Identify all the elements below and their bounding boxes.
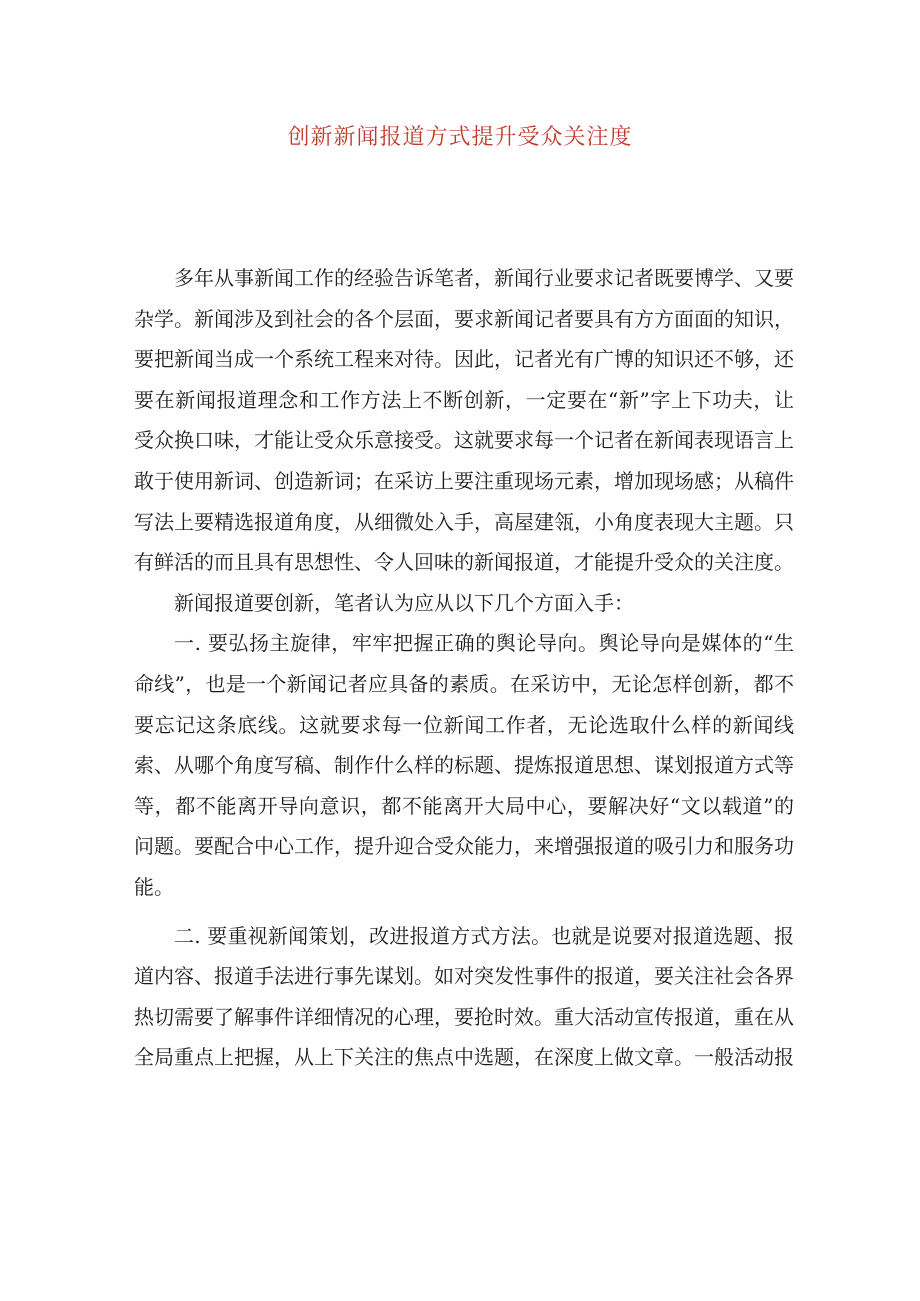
document-title: 创新新闻报道方式提升受众关注度 xyxy=(287,125,633,150)
paragraph-intro: 多年从事新闻工作的经验告诉笔者，新闻行业要求记者既要博学、又要杂学。新闻涉及到社会的各个层面，要求新闻记者要具有方方面面的知识，要把新闻当成一个系统工程来对待。因此，记者光有广博的知识还不够，还要在新闻报道理念和工作方法上不断创新，一定要在“新”字上下功夫，让受众换口味，才能让受众乐意接受。这就要求每一个记者在新闻表现语言上敢于使用新词、创造新词；在采访上要注重现场元素，增加现场感；从稿件写法上要精选报道角度，从细微处入手，高屋建瓴，小角度表现大主题。只有鲜活的而且具有思想性、令人回味的新闻报道，才能提升受众的关注度。 xyxy=(134,266,794,575)
paragraph-lead: 新闻报道要创新，笔者认为应从以下几个方面入手： xyxy=(174,590,634,615)
document-body xyxy=(134,258,794,1078)
paragraph-point-one: 一. 要弘扬主旋律，牢牢把握正确的舆论导向。舆论导向是媒体的“生命线”，也是一个新闻记者应具备的素质。在采访中，无论怎样创新，都不要忘记这条底线。这就要求每一位新闻工作者，无论选取什么样的新闻线索、从哪个角度写稿、制作什么样的标题、提炼报道思想、谋划报道方式等等，都不能离开导向意识，都不能离开大局中心，要解决好“文以载道”的问题。要配合中心工作，提升迎合受众能力，来增强报道的吸引力和服务功能。 xyxy=(134,631,794,899)
paragraph-point-two: 二. 要重视新闻策划，改进报道方式方法。也就是说要对报道选题、报道内容、报道手法进行事先谋划。如对突发性事件的报道，要关注社会各界热切需要了解事件详细情况的心理，要抢时效。重大活动宣传报道，重在从全局重点上把握，从上下关注的焦点中选题，在深度上做文章。一般活动报 xyxy=(134,923,794,1070)
